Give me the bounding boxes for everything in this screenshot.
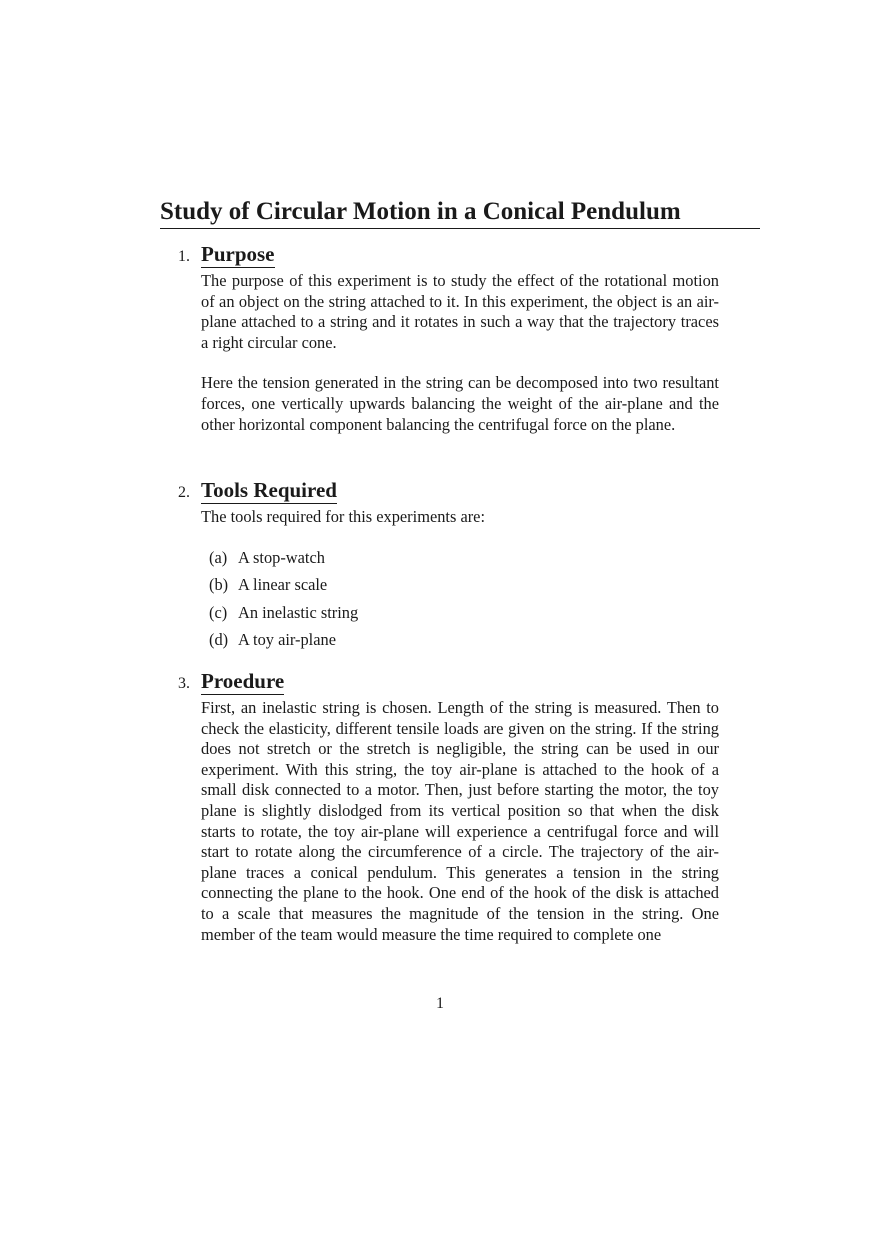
paragraph: The tools required for this experiments are: bbox=[201, 507, 486, 526]
list-marker: (d) bbox=[209, 630, 229, 650]
document-title: Study of Circular Motion in a Conical Pendulum bbox=[160, 196, 760, 229]
paragraph: First, an inelastic string is chosen. Length of the string is measured. Then to check the elasticity, different tensile loads are given on the string. If the string does not stretch or the stretch is negligible, the string can be used in our experiment. With this string, the toy air-plane is attached to the hook of a small disk connected to a motor. Then, just before starting the motor, the toy plane is slightly dislodged from its vertical position so that when the disk starts to rotate, the toy air-plane will experience a centrifugal force and will start to rotate along the circumference of a circle. The trajectory of the air-plane traces a conical pendulum. This generates a tension in the string connecting the plane to the hook. One end of the hook of the disk is attached to a scale that measures the magnitude of the tension in the string. One member of the team would measure the time required to complete one bbox=[201, 698, 719, 944]
paragraph: Here the tension generated in the string can be decomposed into two resultant forces, one vertically upwards balancing the weight of the air-plane and the other horizontal component balancing the centrifugal force on the plane. bbox=[201, 373, 719, 434]
list-item-text: An inelastic string bbox=[238, 602, 359, 622]
list-marker: (a) bbox=[209, 547, 228, 567]
list-marker: (b) bbox=[209, 575, 229, 595]
tools-list bbox=[209, 544, 723, 654]
list-marker: (c) bbox=[209, 602, 228, 622]
section-heading bbox=[178, 241, 723, 271]
section-heading bbox=[178, 477, 723, 507]
list-item bbox=[209, 626, 723, 654]
list-item-text: A linear scale bbox=[238, 575, 328, 595]
paragraph: The purpose of this experiment is to study the effect of the rotational motion of an object on the string attached to it. In this experiment, the object is an air-plane attached to a string and it rotates in such a way that the trajectory traces a right circular cone. bbox=[201, 271, 719, 352]
list-item-text: A toy air-plane bbox=[238, 630, 336, 650]
section-number: 1. bbox=[178, 248, 190, 265]
list-item-text: A stop-watch bbox=[238, 547, 325, 567]
list-item bbox=[209, 599, 723, 627]
section-procedure bbox=[178, 668, 723, 945]
section-title: Purpose bbox=[201, 242, 275, 266]
section-number: 3. bbox=[178, 675, 190, 692]
section-heading bbox=[178, 668, 723, 698]
section-title: Tools Required bbox=[201, 478, 337, 502]
section-title: Proedure bbox=[201, 669, 285, 693]
section-tools-required bbox=[178, 477, 723, 654]
section-purpose bbox=[178, 241, 723, 435]
list-item bbox=[209, 544, 723, 572]
page-number: 1 bbox=[436, 995, 444, 1012]
list-item bbox=[209, 571, 723, 599]
section-number: 2. bbox=[178, 484, 190, 501]
